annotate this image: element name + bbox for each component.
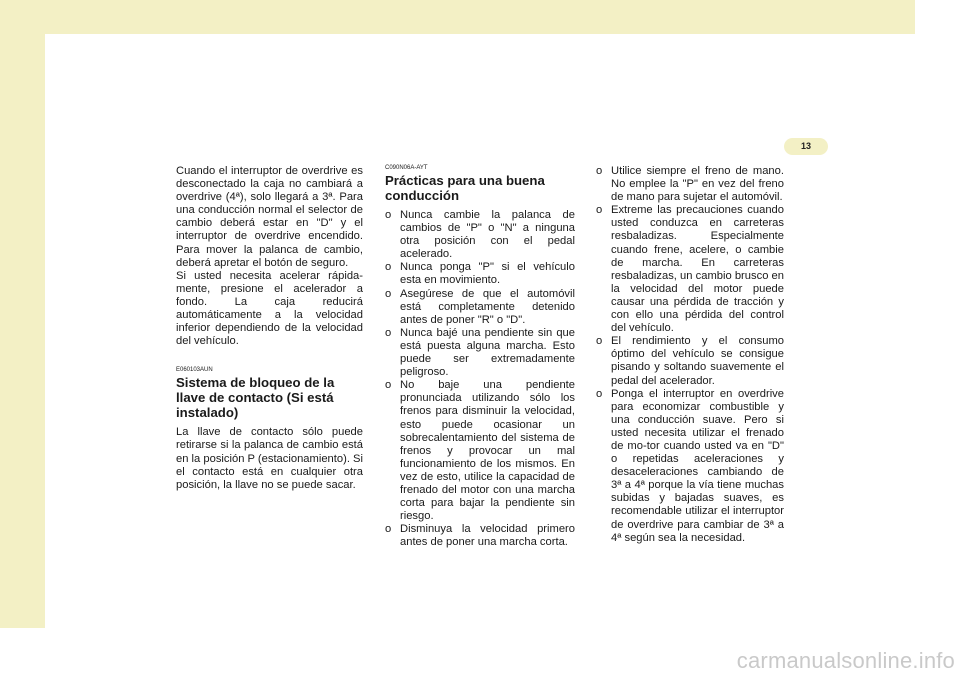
list-item bbox=[385, 261, 575, 287]
list-item bbox=[385, 327, 575, 379]
section-heading-good-driving: Prácticas para una buena conducción bbox=[385, 173, 545, 203]
bullet-marker: o bbox=[596, 165, 603, 177]
list-item-text: No baje una pendiente pronunciada utilizando sólo los frenos para disminuir la velocidad, esto puede ocasionar un sobrecalentamiento del sistema de frenos y provocar un mal funcionamiento de los mismos. En vez de esto, utilice la capacidad de frenado del motor con una marcha corta para bajar la pendiente sin riesgo. bbox=[400, 379, 575, 523]
list-item-text: Extreme las precauciones cuando usted conduzca en carreteras resbaladizas. Especialmente cuando frene, acelere, o cambie de marcha. En carreteras resbaladizas, un cambio brusco en la velocidad del motor puede causar una pérdida de tracción y con ello una pérdida del control del vehículo. bbox=[611, 204, 784, 335]
chapter-number: 2 bbox=[795, 104, 806, 125]
bullet-marker: o bbox=[596, 335, 603, 348]
section-code: E060103AUN bbox=[176, 367, 213, 374]
section-heading-key-lock: Sistema de bloqueo de la llave de contacto (Si está instalado) bbox=[176, 375, 335, 421]
driving-tips-list-continued bbox=[596, 165, 784, 545]
column-middle bbox=[385, 165, 575, 549]
section-code: C090N06A-AYT bbox=[385, 165, 428, 171]
list-item-text: Disminuya la velocidad primero antes de poner una marcha corta. bbox=[400, 523, 575, 549]
bullet-marker: o bbox=[385, 287, 392, 300]
paragraph-key-lock: La llave de contacto sólo puede retirarse si la palanca de cambio está en la posición P (estacionamiento). Si el contacto está en cualquier otra posición, la llave no se puede sacar. bbox=[176, 426, 363, 491]
driving-tips-list bbox=[385, 209, 575, 549]
bullet-marker: o bbox=[596, 204, 603, 217]
list-item bbox=[385, 523, 575, 549]
list-item bbox=[596, 388, 784, 545]
paragraph-overdrive: Cuando el interruptor de overdrive es desconectado la caja no cambiará a overdrive (4ª), solo llegará a 3ª. Para una conducción normal el selector de cambio deberá estar en "D" y el interruptor de overdrive encendido. Para mover la palanca de cambio, deberá apretar el botón de seguro. bbox=[176, 165, 363, 269]
column-right bbox=[596, 165, 784, 545]
list-item-text: Ponga el interruptor en overdrive para economizar combustible y una conducción suave. Pero si usted necesita utilizar el frenado de mo-tor cuando usted va en "D" o repetidas aceleraciones y desaceleraciones cambiando de 3ª a 4ª porque la vía tiene muchas subidas y bajadas suaves, es recomendable utilizar el interruptor de overdrive para cambiar de 3ª a 4ª según sea la necesidad. bbox=[611, 387, 784, 544]
column-left bbox=[176, 165, 363, 492]
bullet-marker: o bbox=[385, 379, 392, 392]
watermark-link[interactable]: carmanualsonline.info bbox=[736, 648, 955, 673]
list-item bbox=[596, 204, 784, 335]
list-item-text: Nunca ponga "P" si el vehículo esta en movimiento. bbox=[400, 261, 575, 287]
list-item-text: El rendimiento y el consumo óptimo del vehículo se consigue pisando y soltando suavemente el pedal del acelerador. bbox=[611, 335, 784, 387]
list-item bbox=[596, 335, 784, 387]
bullet-marker: o bbox=[385, 326, 392, 339]
section-header-title: CONDUCIENDO SU HYUNDAI bbox=[666, 113, 790, 123]
bullet-marker: o bbox=[385, 209, 392, 221]
list-item-text: Nunca bajé una pendiente sin que está puesta alguna marcha. Esto puede ser extremadamente peligroso. bbox=[400, 326, 575, 379]
bullet-marker: o bbox=[385, 261, 392, 274]
bullet-marker: o bbox=[596, 387, 603, 400]
list-item bbox=[596, 165, 784, 204]
list-item-text: Utilice siempre el freno de mano. No emplee la "P" en vez del freno de mano para sujetar el automóvil. bbox=[611, 165, 784, 204]
list-item bbox=[385, 379, 575, 523]
list-item bbox=[385, 209, 575, 261]
list-item-text: Asegúrese de que el automóvil está completamente detenido antes de poner "R" o "D". bbox=[400, 287, 575, 326]
page-number: 13 bbox=[800, 141, 811, 151]
list-item-text: Nunca cambie la palanca de cambios de "P" o "N" a ninguna otra posición con el pedal acelerado. bbox=[400, 209, 575, 261]
list-item bbox=[385, 288, 575, 327]
bullet-marker: o bbox=[385, 523, 392, 536]
paragraph-acceleration: Si usted necesita acelerar rápida-mente, presione el acelerador a fondo. La caja reducirá automáticamente a la velocidad inferior dependiendo de la velocidad del vehículo. bbox=[176, 269, 363, 348]
